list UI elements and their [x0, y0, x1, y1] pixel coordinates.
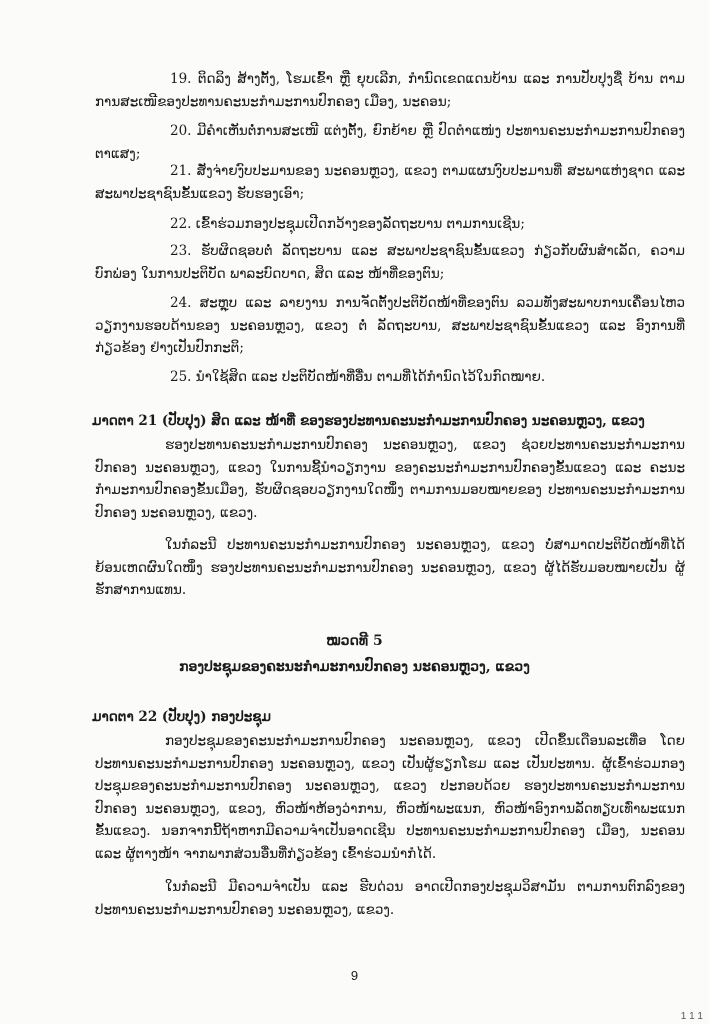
article-21-paragraph-1: ຮອງປະທານຄະນະກຳມະການປົກຄອງ ນະຄອນຫຼວງ, ແຂວງ ຊ່ວຍປະທານຄະນະກຳມະການປົກຄອງ ນະຄອນຫຼວງ, ແຂວງ ໃນການຊີ້ນຳວຽກງານ ຂອງຄະນະກຳມະການປົກຄອງຂັ້ນແຂວງ ແລະ ຄະນະກຳມະການປົກຄອງຂັ້ນເມືອງ, ຮັບຜິດຊອບວຽກງານໃດໜຶ່ງ ຕາມການມອບໝາຍຂອງ ປະທານຄະນະກຳມະການປົກຄອງ ນະຄອນຫຼວງ, ແຂວງ.	[95, 437, 685, 521]
item-number: 23.	[170, 243, 192, 259]
list-item	[95, 213, 685, 236]
item-number: 21.	[170, 163, 192, 179]
chapter-number: ໝວດທີ 5	[326, 633, 383, 649]
article-22-paragraph-2: ໃນກໍລະນີ ມີຄວາມຈຳເປັນ ແລະ ຮີບດ່ວນ ອາດເປີດກອງປະຊຸມວິສາມັນ ຕາມການຕົກລົງຂອງປະທານຄະນະກຳມະການປົກຄອງ ນະຄອນຫຼວງ, ແຂວງ.	[95, 879, 685, 918]
list-item	[95, 240, 685, 285]
item-number: 24.	[170, 295, 192, 311]
article-21-heading: ມາດຕາ 21 (ປັບປຸງ) ສິດ ແລະ ໜ້າທີ່ ຂອງຮອງປະທານຄະນະກຳມະການປົກຄອງ ນະຄອນຫຼວງ, ແຂວງ	[92, 413, 645, 429]
item-text: ນຳໃຊ້ສິດ ແລະ ປະຕິບັດໜ້າທີ່ອື່ນ ຕາມທີ່ໄດ້ກຳນົດໄວ້ໃນກົດໝາຍ.	[195, 369, 546, 385]
list-item	[95, 366, 685, 389]
item-number: 19.	[170, 71, 192, 87]
item-text: ສັ່ງຈ່າຍງົບປະມານຂອງ ນະຄອນຫຼວງ, ແຂວງ ຕາມແຜນງົບປະມານທີ່ ສະພາແຫ່ງຊາດ ແລະ ສະພາປະຊາຊົນຂັ້ນແຂວງ ຮັບຮອງເອົາ;	[95, 163, 685, 202]
article-22-heading: ມາດຕາ 22 (ປັບປຸງ) ກອງປະຊຸມ	[92, 709, 271, 725]
item-text: ມີຄຳເຫັນຕໍ່ການສະເໜີ ແຕ່ງຕັ້ງ, ຍົກຍ້າຍ ຫຼື ປົດຕຳແໜ່ງ ປະທານຄະນະກຳມະການປົກຄອງ ຕາແສງ;	[95, 123, 685, 162]
list-item	[95, 120, 685, 165]
item-text: ສະຫຼຸບ ແລະ ລາຍງານ ການຈັດຕັ້ງປະຕິບັດໜ້າທີ່ຂອງຕົນ ລວມທັງສະພາບການເຄື່ອນໄຫວ ວຽກງານຮອບດ້ານຂອງ ນະຄອນຫຼວງ, ແຂວງ ຕໍ່ ລັດຖະບານ, ສະພາປະຊາຊົນຂັ້ນແຂວງ ແລະ ອົງການທີ່ ກ່ຽວຂ້ອງ ຢ່າງເປັນປົກກະຕິ;	[95, 295, 686, 356]
list-item	[95, 68, 685, 113]
article-22-paragraph-1: ກອງປະຊຸມຂອງຄະນະກຳມະການປົກຄອງ ນະຄອນຫຼວງ, ແຂວງ ເປີດຂຶ້ນເດືອນລະເທື່ອ ໂດຍປະທານຄະນະກຳມະການປົກຄອງ ນະຄອນຫຼວງ, ແຂວງ ເປັນຜູ້ຮຽກໂຮມ ແລະ ເປັນປະທານ. ຜູ້ເຂົ້າຮ່ວມກອງປະຊຸມຂອງຄະນະກຳມະການປົກຄອງ ນະຄອນຫຼວງ, ແຂວງ ປະກອບດ້ວຍ ຮອງປະທານຄະນະກຳມະການປົກຄອງ ນະຄອນຫຼວງ, ແຂວງ, ຫົວໜ້າຫ້ອງວ່າການ, ຫົວໜ້າພະແນກ, ຫົວໜ້າອົງການລັດທຽບເທົ່າພະແນກ ຂັ້ນແຂວງ. ນອກຈາກນີ້ຖ້າຫາກມີຄວາມຈຳເປັນອາດເຊີນ ປະທານຄະນະກຳມະການປົກຄອງ ເມືອງ, ນະຄອນ ແລະ ຜູ້ຕາງໜ້າ ຈາກພາກສ່ວນອື່ນທີ່ກ່ຽວຂ້ອງ ເຂົ້າຮ່ວມນຳກໍໄດ້.	[95, 733, 685, 862]
item-number: 25.	[170, 369, 192, 385]
item-text: ຮັບຜິດຊອບຕໍ່ ລັດຖະບານ ແລະ ສະພາປະຊາຊົນຂັ້ນແຂວງ ກ່ຽວກັບຜົນສຳເລັດ, ຄວາມບົກພ່ອງ ໃນການປະຕິບັດ ພາລະບົດບາດ, ສິດ ແລະ ໜ້າທີ່ຂອງຕົນ;	[95, 243, 685, 282]
chapter-title: ກອງປະຊຸມຂອງຄະນະກຳມະການປົກຄອງ ນະຄອນຫຼວງ, ແຂວງ	[179, 659, 530, 675]
list-item	[95, 160, 685, 205]
corner-mark: 1 1 1	[680, 1011, 703, 1022]
item-text: ເຂົ້າຮ່ວມກອງປະຊຸມເປີດກວ້າງຂອງລັດຖະບານ ຕາມການເຊີນ;	[195, 216, 525, 232]
article-21-paragraph-2: ໃນກໍລະນີ ປະທານຄະນະກຳມະການປົກຄອງ ນະຄອນຫຼວງ, ແຂວງ ບໍ່ສາມາດປະຕິບັດໜ້າທີ່ໄດ້ ຍ້ອນເຫດຜົນໃດໜຶ່ງ ຮອງປະທານຄະນະກຳມະການປົກຄອງ ນະຄອນຫຼວງ, ແຂວງ ຜູ້ໄດ້ຮັບມອບໝາຍເປັນ ຜູ້ຮັກສາການແທນ.	[95, 537, 685, 598]
list-item	[95, 292, 685, 360]
item-text: ຕິດລິງ ສ້າງຕັ້ງ, ໂຮມເຂົ້າ ຫຼື ຍຸບເລີກ, ກຳນົດເຂດແດນບ້ານ ແລະ ການປັບປຸງຊື່ ບ້ານ ຕາມການສະເໜີຂອງປະທານຄະນະກຳມະການປົກຄອງ ເມືອງ, ນະຄອນ;	[95, 71, 685, 110]
item-number: 22.	[170, 216, 192, 232]
item-number: 20.	[170, 123, 192, 139]
page-number: 9	[350, 968, 359, 983]
